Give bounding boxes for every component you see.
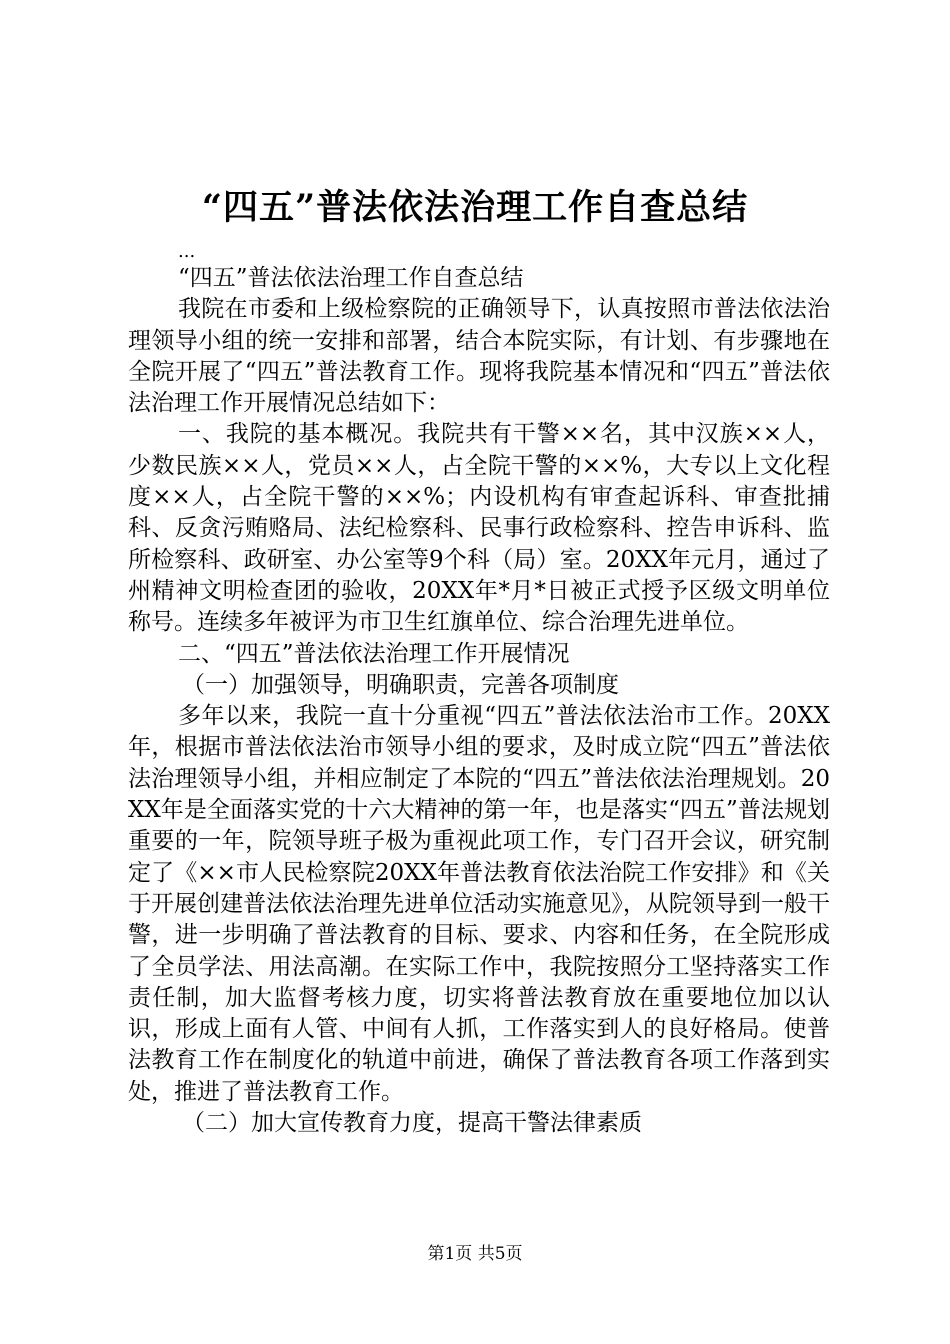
subsection-heading-2: （二）加大宣传教育力度，提高干警法律素质 — [182, 1110, 642, 1137]
section-heading-2: 二、“四五”普法依法治理工作开展情况 — [178, 640, 570, 667]
page-footer: 第1页 共5页 — [427, 1244, 523, 1264]
document-title: “四五”普法依法治理工作自查总结 — [201, 187, 749, 228]
document-body — [128, 263, 830, 1139]
ellipsis-marker: ... — [178, 241, 196, 262]
subtitle-paragraph: “四五”普法依法治理工作自查总结 — [178, 265, 524, 291]
subsection-heading-1: （一）加强领导，明确职责，完善各项制度 — [182, 671, 619, 698]
intro-paragraph: 我院在市委和上级检察院的正确领导下，认真按照市普法依法治理领导小组的统一安排和部署，结合本院实际，有计划、有步骤地在全院开展了“四五”普法教育工作。现将我院基本情况和“四五”普法依法治理工作开展情况总结如下： — [128, 296, 830, 417]
leadership-paragraph: 多年以来，我院一直十分重视“四五”普法依法治市工作。20XX年，根据市普法依法治市领导小组的要求，及时成立院“四五”普法依法治理领导小组，并相应制定了本院的“四五”普法依法治理规划。20XX年是全面落实党的十六大精神的第一年，也是落实“四五”普法规划重要的一年，院领导班子极为重视此项工作，专门召开会议，研究制定了《××市人民检察院20XX年普法教育依法治院工作安排》和《关于开展创建普法依法治理先进单位活动实施意见》，从院领导到一般干警，进一步明确了普法教育的目标、要求、内容和任务，在全院形成了全员学法、用法高潮。在实际工作中，我院按照分工坚持落实工作责任制，加大监督考核力度，切实将普法教育放在重要地位加以认识，形成上面有人管、中间有人抓，工作落实到人的良好格局。使普法教育工作在制度化的轨道中前进，确保了普法教育各项工作落到实处，推进了普法教育工作。 — [128, 703, 830, 1105]
overview-paragraph: 一、我院的基本概况。我院共有干警××名，其中汉族××人，少数民族××人，党员××人，占全院干警的××%，大专以上文化程度××人，占全院干警的××%；内设机构有审查起诉科、审查批捕科、反贪污贿赂局、法纪检察科、民事行政检察科、控告申诉科、监所检察科、政研室、办公室等9个科（局）室。20XX年元月，通过了州精神文明检查团的验收，20XX年*月*日被正式授予区级文明单位称号。连续多年被评为市卫生红旗单位、综合治理先进单位。 — [128, 421, 830, 636]
